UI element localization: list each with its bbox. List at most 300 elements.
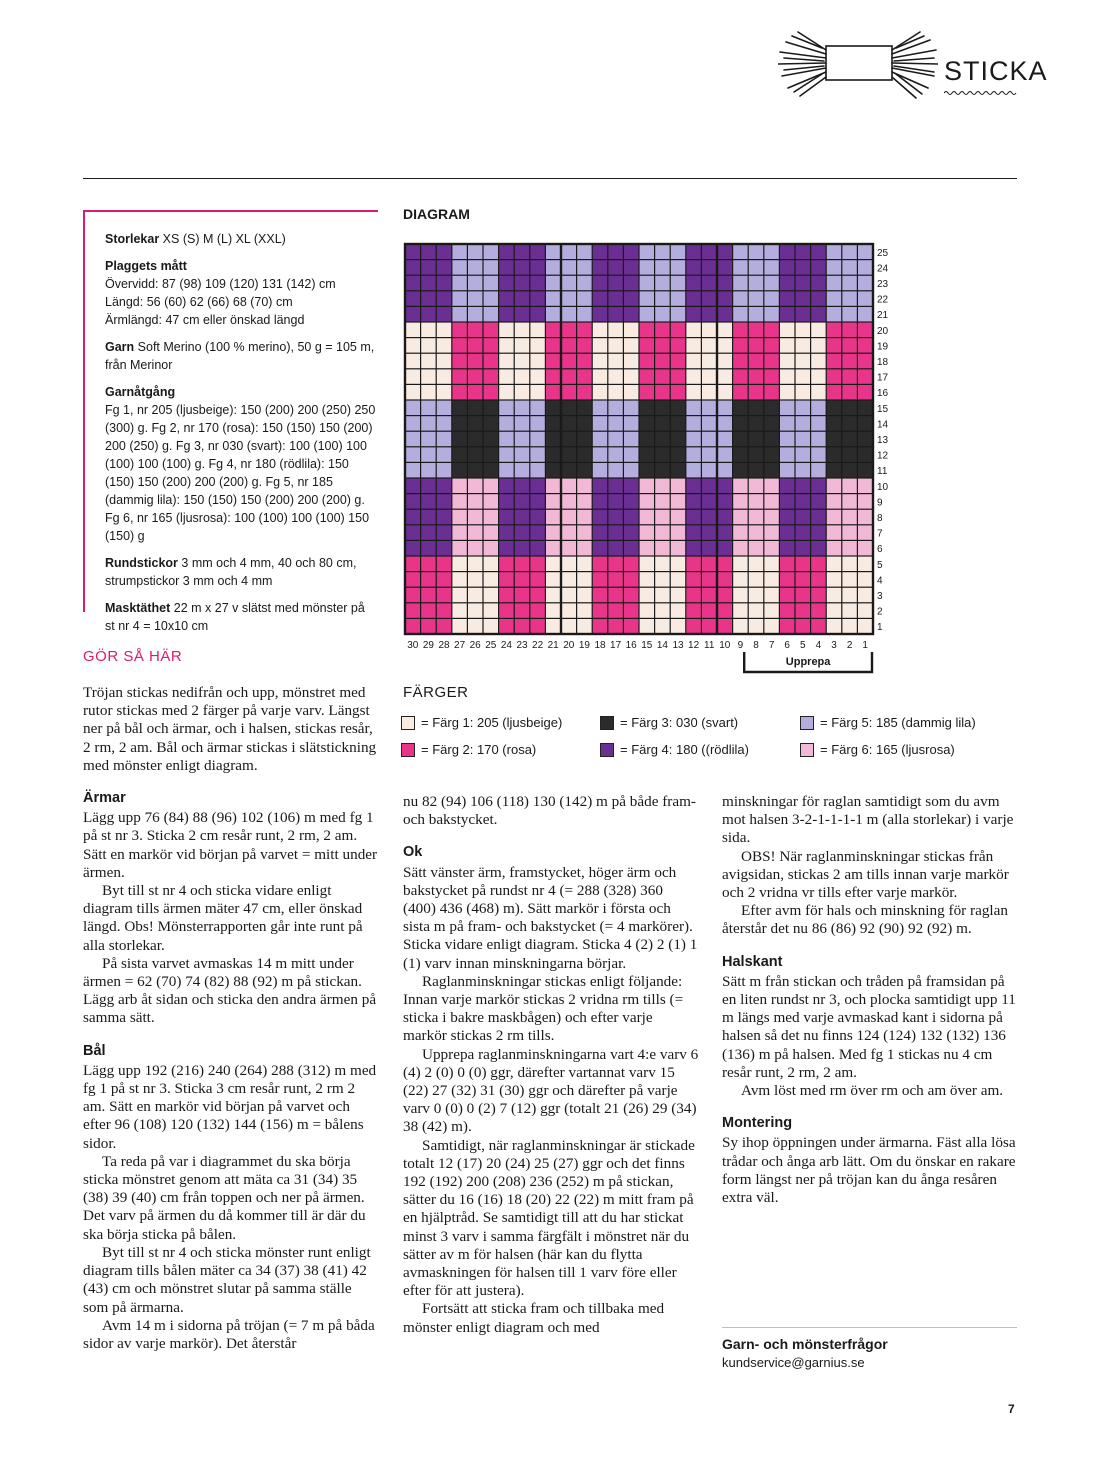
chart-cell [655, 291, 669, 305]
chart-cell [733, 245, 747, 259]
chart-cell [718, 525, 732, 539]
chart-cell [702, 557, 716, 571]
chart-cell [780, 338, 794, 352]
chart-cell [577, 385, 591, 399]
chart-cell [671, 572, 685, 586]
chart-cell [858, 385, 872, 399]
chart-cell [764, 291, 778, 305]
chart-cell [749, 463, 763, 477]
chart-cell [593, 354, 607, 368]
row-label: 1 [877, 622, 883, 634]
chart-cell [640, 572, 654, 586]
chart-cell [546, 525, 560, 539]
chart-cell [406, 463, 420, 477]
chart-cell [842, 510, 856, 524]
chart-cell [796, 338, 810, 352]
chart-cell [811, 447, 825, 461]
chart-cell [655, 572, 669, 586]
chart-cell [468, 369, 482, 383]
chart-cell [811, 525, 825, 539]
chart-cell [749, 385, 763, 399]
chart-cell [499, 354, 513, 368]
contact-title: Garn- och mönsterfrågor [722, 1336, 888, 1352]
chart-cell [406, 572, 420, 586]
sleeves-heading: Ärmar [83, 790, 126, 807]
chart-cell [562, 385, 576, 399]
chart-cell [733, 432, 747, 446]
chart-cell [811, 588, 825, 602]
chart-cell [749, 354, 763, 368]
chart-cell [406, 432, 420, 446]
chart-cell [858, 572, 872, 586]
chart-cell [437, 323, 451, 337]
chart-cell [827, 276, 841, 290]
chart-cell [780, 260, 794, 274]
chart-cell [515, 494, 529, 508]
row-label: 15 [877, 403, 889, 415]
chart-cell [796, 276, 810, 290]
chart-cell [562, 354, 576, 368]
chart-cell [842, 354, 856, 368]
chart-cell [546, 432, 560, 446]
chart-cell [530, 401, 544, 415]
chart-cell [546, 541, 560, 555]
chart-cell [593, 323, 607, 337]
chart-cell [484, 494, 498, 508]
chart-cell [640, 307, 654, 321]
chart-cell [702, 307, 716, 321]
chart-cell [593, 463, 607, 477]
chart-cell [827, 307, 841, 321]
chart-cell [468, 619, 482, 633]
chart-cell [406, 401, 420, 415]
chart-cell [484, 276, 498, 290]
chart-cell [577, 401, 591, 415]
sleeves-paragraph: Byt till st nr 4 och sticka vidare enligt diagram tills ärmen mäter 47 cm, eller önskad längd. Obs! Mönsterrapporten går inte runt på alla storlekar. [83, 882, 363, 954]
chart-cell [468, 385, 482, 399]
chart-cell [499, 245, 513, 259]
chart-cell [515, 369, 529, 383]
chart-cell [577, 572, 591, 586]
chart-cell [608, 416, 622, 430]
chart-cell [468, 260, 482, 274]
chart-cell [593, 385, 607, 399]
chart-cell [733, 479, 747, 493]
yoke-paragraph: Sätt vänster ärm, framstycket, höger ärm och bakstycket på rundst nr 4 (= 288 (328) 360 (400) 436 (468) m). Sätt markör i första och sista m på fram- och bakstycket (= 4 markörer). Sticka vidare enligt diagram. Sticka 4 (2) 2 (1) 1 (1) varv innan minskningarna börjar. [403, 863, 698, 972]
chart-cell [640, 245, 654, 259]
chart-cell [593, 245, 607, 259]
chart-cell [842, 245, 856, 259]
chart-cell [827, 619, 841, 633]
chart-cell [421, 432, 435, 446]
chart-cell [686, 541, 700, 555]
chart-cell [530, 245, 544, 259]
chart-cell [842, 588, 856, 602]
chart-cell [608, 479, 622, 493]
yoke-paragraph: Raglanminskningar stickas enligt följande: Innan varje markör stickas 2 vridna rm tills (= sticka i bakre maskbågen) och efter varje markör stickas 2 rm tills. [403, 972, 684, 1045]
chart-cell [562, 588, 576, 602]
legend-item: = Färg 3: 030 (svart) [600, 715, 738, 730]
chart-cell [842, 463, 856, 477]
chart-cell [468, 432, 482, 446]
chart-cell [421, 463, 435, 477]
chart-cell [484, 369, 498, 383]
chart-cell [499, 510, 513, 524]
chart-cell [406, 619, 420, 633]
chart-cell [686, 291, 700, 305]
chart-cell [608, 307, 622, 321]
chart-cell [406, 557, 420, 571]
chart-cell [702, 291, 716, 305]
chart-cell [468, 447, 482, 461]
row-label: 13 [877, 435, 889, 446]
chart-cell [530, 572, 544, 586]
chart-cell [468, 510, 482, 524]
column-label: 10 [719, 640, 731, 651]
chart-cell [593, 557, 607, 571]
chart-cell [593, 479, 607, 493]
chart-cell [484, 557, 498, 571]
chart-cell [686, 260, 700, 274]
chart-cell [796, 369, 810, 383]
chart-cell [452, 572, 466, 586]
chart-cell [640, 276, 654, 290]
chart-cell [515, 307, 529, 321]
chart-cell [499, 603, 513, 617]
chart-cell [499, 588, 513, 602]
chart-cell [671, 510, 685, 524]
chart-cell [546, 260, 560, 274]
sleeves-paragraph: Lägg upp 76 (84) 88 (96) 102 (106) m med fg 1 på st nr 3. Sticka 2 cm resår runt, 2 rm, 2 am. Sätt en markör vid början på varvet = mitt under ärmen. [83, 809, 378, 881]
chart-cell [842, 416, 856, 430]
chart-cell [811, 291, 825, 305]
chart-cell [452, 541, 466, 555]
chart-cell [421, 354, 435, 368]
row-label: 3 [877, 591, 883, 602]
chart-cell [499, 541, 513, 555]
chart-cell [780, 369, 794, 383]
chart-cell [733, 369, 747, 383]
chart-cell [702, 463, 716, 477]
chart-cell [499, 479, 513, 493]
chart-cell [640, 260, 654, 274]
chart-cell [655, 510, 669, 524]
chart-cell [406, 416, 420, 430]
chart-cell [796, 401, 810, 415]
chart-cell [827, 369, 841, 383]
row-label: 21 [877, 310, 889, 322]
chart-cell [671, 323, 685, 337]
chart-cell [499, 260, 513, 274]
chart-cell [718, 276, 732, 290]
chart-cell [468, 307, 482, 321]
chart-cell [764, 432, 778, 446]
chart-cell [842, 291, 856, 305]
chart-cell [718, 510, 732, 524]
chart-cell [562, 510, 576, 524]
yoke-heading: Ok [403, 844, 423, 861]
chart-cell [452, 416, 466, 430]
chart-cell [577, 525, 591, 539]
chart-cell [515, 401, 529, 415]
chart-cell [702, 260, 716, 274]
chart-cell [718, 245, 732, 259]
chart-cell [733, 619, 747, 633]
row-label: 11 [877, 466, 888, 478]
column-label: 17 [610, 640, 622, 651]
chart-cell [827, 557, 841, 571]
chart-cell [608, 385, 622, 399]
yoke-paragraph: Samtidigt, när raglanminskningar är stickade totalt 12 (17) 20 (24) 25 (27) ggr och det finns 192 (192) 200 (208) 236 (252) m på stickan, sätter du 16 (16) 18 (20) 22 (22) m mitt fram på en hjälptråd. Se samtidigt till att du har stickat minst 3 varv i samma färgfält i mönstret när du sätter av m för halsen (här kan du flytta avmaskningen för halsen till 1 varv före eller efter för att justera). [403, 1136, 695, 1300]
chart-cell [718, 447, 732, 461]
chart-cell [827, 479, 841, 493]
yarn: Garn Soft Merino (100 % merino), 50 g = 105 m, från Merinor [105, 340, 375, 372]
chart-cell [421, 619, 435, 633]
chart-cell [811, 494, 825, 508]
chart-cell [499, 432, 513, 446]
chart-cell [858, 541, 872, 555]
chart-cell [452, 494, 466, 508]
yarn-skein-icon [778, 28, 938, 100]
chart-cell [796, 572, 810, 586]
chart-cell [468, 479, 482, 493]
chart-cell [671, 463, 685, 477]
chart-cell [530, 510, 544, 524]
chart-cell [624, 603, 638, 617]
chart-cell [811, 463, 825, 477]
chart-cell [499, 401, 513, 415]
chart-cell [515, 245, 529, 259]
chart-cell [608, 463, 622, 477]
chart-cell [546, 619, 560, 633]
chart-cell [827, 510, 841, 524]
chart-cell [686, 323, 700, 337]
chart-cell [640, 416, 654, 430]
chart-cell [546, 510, 560, 524]
chart-cell [515, 291, 529, 305]
chart-cell [702, 479, 716, 493]
chart-cell [827, 260, 841, 274]
chart-cell [624, 525, 638, 539]
middle-column [403, 793, 699, 1337]
column-label: 27 [454, 640, 466, 651]
chart-cell [406, 541, 420, 555]
chart-cell [593, 416, 607, 430]
chart-cell [593, 619, 607, 633]
chart-cell [530, 385, 544, 399]
chart-cell [796, 354, 810, 368]
chart-cell [608, 588, 622, 602]
chart-cell [702, 385, 716, 399]
chart-cell [593, 494, 607, 508]
chart-cell [671, 354, 685, 368]
chart-cell [686, 245, 700, 259]
chart-cell [718, 338, 732, 352]
chart-cell [577, 307, 591, 321]
page-number: 7 [1008, 1402, 1015, 1416]
chart-cell [702, 338, 716, 352]
chart-cell [796, 588, 810, 602]
chart-cell [811, 385, 825, 399]
chart-cell [421, 557, 435, 571]
chart-cell [640, 291, 654, 305]
chart-cell [718, 291, 732, 305]
chart-cell [406, 588, 420, 602]
chart-cell [640, 557, 654, 571]
color-swatch [401, 743, 415, 757]
chart-cell [452, 354, 466, 368]
chart-cell [515, 479, 529, 493]
chart-cell [577, 354, 591, 368]
chart-cell [718, 369, 732, 383]
chart-cell [655, 338, 669, 352]
chart-cell [842, 276, 856, 290]
chart-cell [796, 525, 810, 539]
chart-cell [858, 557, 872, 571]
chart-cell [842, 338, 856, 352]
chart-cell [608, 572, 622, 586]
chart-cell [702, 245, 716, 259]
chart-cell [686, 447, 700, 461]
neck-paragraph: Sätt m från stickan och tråden på framsidan på en liten rundst nr 3, och plocka samtidigt upp 11 m längs med varje avmaskad kant i sidorna på halsen så det nu finns 124 (124) 132 (132) 136 (136) m på halsen. Med fg 1 stickas nu 4 cm resår runt, 2 rm, 2 am. [722, 972, 1016, 1081]
row-label: 23 [877, 279, 889, 290]
chart-cell [624, 338, 638, 352]
chart-cell [749, 416, 763, 430]
chart-cell [827, 245, 841, 259]
chart-cell [608, 338, 622, 352]
chart-cell [671, 338, 685, 352]
chart-cell [764, 260, 778, 274]
chart-cell [546, 338, 560, 352]
chart-cell [406, 323, 420, 337]
chart-cell [562, 276, 576, 290]
chart-cell [796, 245, 810, 259]
chart-cell [530, 541, 544, 555]
chart-cell [842, 479, 856, 493]
chart-cell [733, 276, 747, 290]
chart-cell [452, 401, 466, 415]
chart-cell [421, 494, 435, 508]
chart-cell [702, 369, 716, 383]
column-label: 20 [563, 640, 575, 651]
chart-cell [437, 572, 451, 586]
chart-cell [686, 603, 700, 617]
chart-cell [468, 525, 482, 539]
chart-cell [702, 603, 716, 617]
chart-cell [484, 432, 498, 446]
chart-cell [827, 354, 841, 368]
chart-cell [499, 525, 513, 539]
chart-cell [780, 245, 794, 259]
chart-cell [811, 323, 825, 337]
chart-cell [764, 557, 778, 571]
chart-cell [686, 619, 700, 633]
chart-cell [515, 463, 529, 477]
body-paragraph: Byt till st nr 4 och sticka mönster runt enligt diagram tills bålen mäter ca 34 (37) 38 (41) 42 (43) cm och mönstret slutar på samma ställe som på ärmarna. [83, 1243, 371, 1316]
chart-cell [858, 588, 872, 602]
chart-cell [718, 588, 732, 602]
chart-cell [499, 385, 513, 399]
chart-cell [858, 307, 872, 321]
chart-cell [546, 291, 560, 305]
chart-cell [421, 369, 435, 383]
chart-cell [718, 354, 732, 368]
chart-cell [780, 494, 794, 508]
chart-cell [452, 479, 466, 493]
chart-cell [452, 307, 466, 321]
chart-cell [640, 541, 654, 555]
chart-cell [655, 479, 669, 493]
chart-cell [640, 510, 654, 524]
chart-cell [718, 572, 732, 586]
chart-cell [640, 447, 654, 461]
chart-cell [702, 619, 716, 633]
chart-cell [733, 307, 747, 321]
chart-cell [624, 307, 638, 321]
chart-cell [452, 245, 466, 259]
chart-cell [499, 494, 513, 508]
chart-cell [655, 619, 669, 633]
chart-cell [842, 494, 856, 508]
chart-cell [515, 323, 529, 337]
chart-cell [577, 369, 591, 383]
chart-cell [437, 525, 451, 539]
chart-cell [546, 369, 560, 383]
chart-cell [702, 525, 716, 539]
chart-cell [671, 557, 685, 571]
column-label: 6 [784, 640, 790, 651]
chart-cell [671, 307, 685, 321]
legend-item: = Färg 6: 165 (ljusrosa) [800, 742, 955, 757]
chart-cell [858, 619, 872, 633]
chart-cell [811, 401, 825, 415]
column-label: 23 [516, 640, 528, 651]
chart-cell [593, 369, 607, 383]
chart-cell [593, 510, 607, 524]
chart-cell [655, 354, 669, 368]
column-label: 24 [500, 640, 512, 651]
chart-cell [671, 385, 685, 399]
column-label: 30 [407, 640, 419, 651]
chart-cell [764, 401, 778, 415]
chart-cell [718, 385, 732, 399]
chart-cell [484, 541, 498, 555]
chart-cell [796, 416, 810, 430]
chart-cell [562, 291, 576, 305]
chart-cell [702, 354, 716, 368]
chart-cell [764, 572, 778, 586]
chart-cell [702, 323, 716, 337]
chart-cell [671, 619, 685, 633]
row-label: 20 [877, 325, 889, 337]
chart-cell [780, 291, 794, 305]
chart-cell [452, 385, 466, 399]
chart-cell [764, 338, 778, 352]
chart-cell [406, 510, 420, 524]
chart-cell [686, 572, 700, 586]
chart-cell [655, 463, 669, 477]
chart-cell [499, 619, 513, 633]
chart-cell [764, 619, 778, 633]
column-label: 4 [815, 640, 822, 651]
legend-item: = Färg 2: 170 (rosa) [401, 742, 536, 757]
chart-cell [624, 541, 638, 555]
chart-cell [796, 307, 810, 321]
chart-cell [437, 619, 451, 633]
chart-cell [421, 588, 435, 602]
chart-cell [640, 463, 654, 477]
chart-cell [640, 479, 654, 493]
